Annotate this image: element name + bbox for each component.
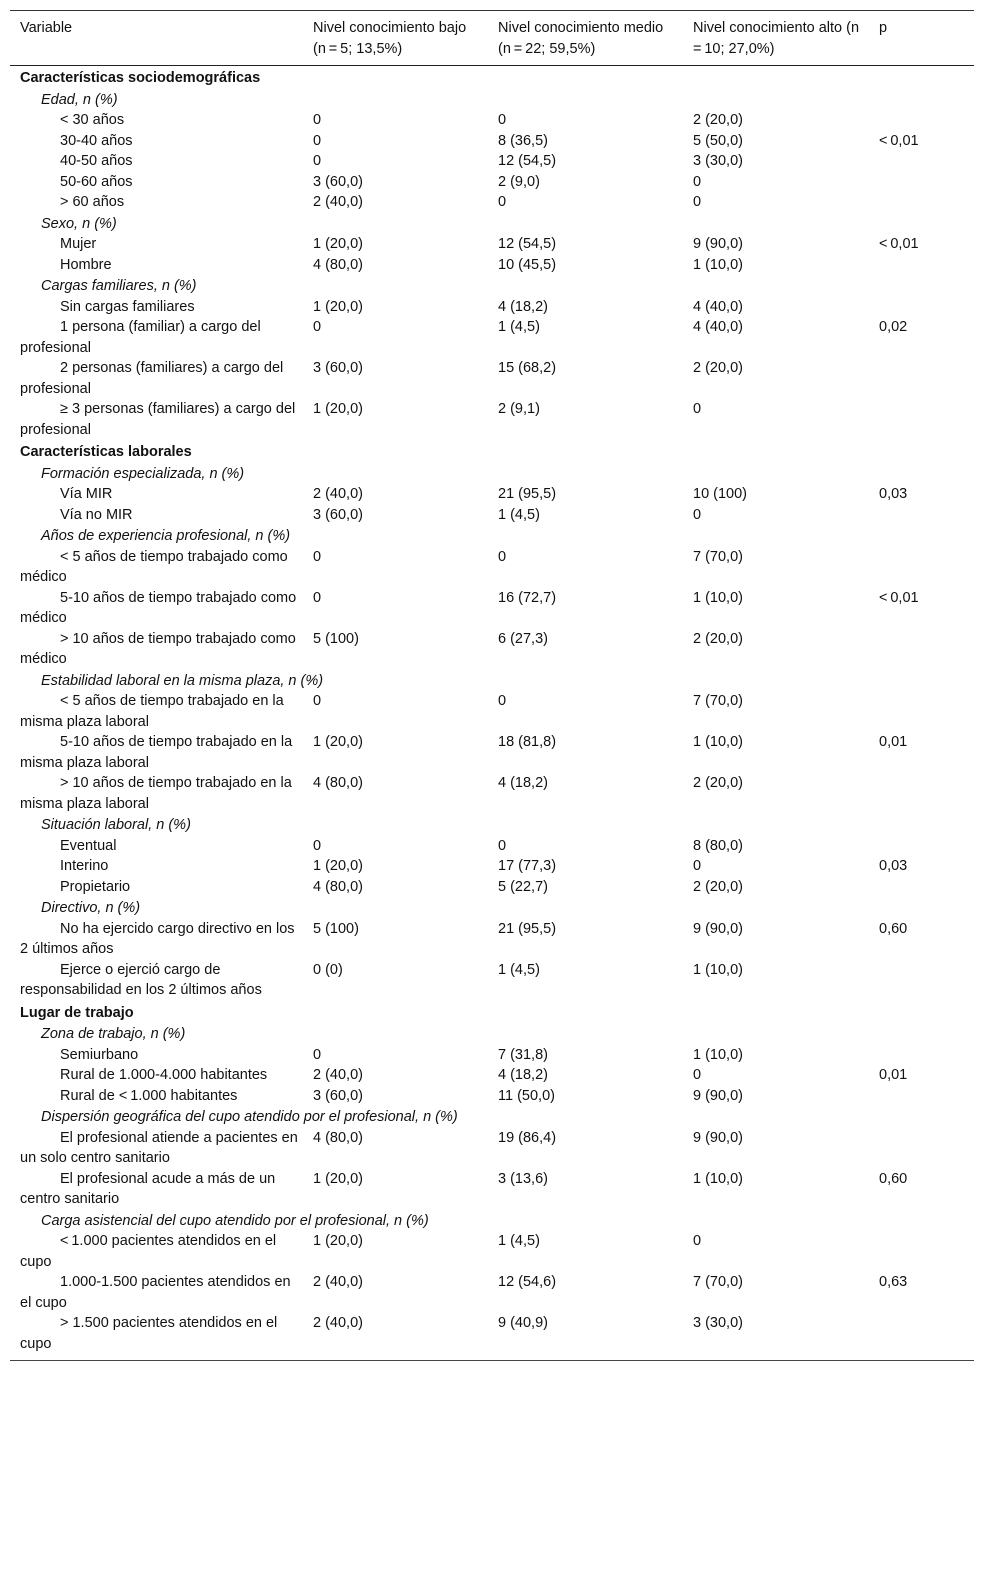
cell-nivel-medio: 16 (72,7) <box>498 589 557 606</box>
table-row <box>10 960 974 1001</box>
row-label: El profesional acude a más de un centro sanitario <box>20 1170 276 1207</box>
table-row <box>10 358 974 399</box>
cell-nivel-alto: 1 (10,0) <box>693 256 743 273</box>
cell-nivel-medio: 0 <box>498 194 507 210</box>
cell-nivel-alto: 7 (70,0) <box>693 1274 743 1290</box>
row-label: Vía no MIR <box>60 506 133 523</box>
table-row <box>10 1045 974 1066</box>
cell-nivel-bajo: 1 (20,0) <box>313 1233 363 1249</box>
cell-p-value <box>879 1231 974 1272</box>
table-row <box>10 1169 974 1210</box>
cell-nivel-alto: 5 (50,0) <box>693 132 743 149</box>
group-heading: Formación especializada, n (%) <box>41 465 245 482</box>
cell-nivel-alto: 0 <box>693 401 702 417</box>
cell-p-value <box>879 110 974 131</box>
group-heading: Cargas familiares, n (%) <box>41 278 197 294</box>
group-heading: Dispersión geográfica del cupo atendido por el profesional, n (%) <box>41 1109 458 1125</box>
cell-p-value <box>879 505 974 526</box>
cell-nivel-bajo: 1 (20,0) <box>313 236 363 252</box>
table-row <box>10 317 974 358</box>
cell-p-value: < 0,01 <box>879 236 919 252</box>
table-row <box>10 297 974 318</box>
cell-nivel-alto: 7 (70,0) <box>693 548 743 565</box>
cell-nivel-bajo: 0 <box>313 153 322 169</box>
section-heading: Características laborales <box>20 444 192 460</box>
group-heading: Carga asistencial del cupo atendido por el profesional, n (%) <box>41 1212 429 1229</box>
cell-nivel-medio: 6 (27,3) <box>498 630 548 647</box>
header-nivel-alto: Nivel conocimiento alto (n = 10; 27,0%) <box>693 20 862 57</box>
cell-p-value <box>879 691 974 732</box>
row-label: Eventual <box>60 837 117 854</box>
header-variable: Variable <box>20 20 73 36</box>
cell-p-value: 0,02 <box>879 319 908 335</box>
table-row <box>10 1313 974 1361</box>
cell-nivel-bajo: 2 (40,0) <box>313 1315 363 1331</box>
cell-p-value <box>879 547 974 588</box>
cell-p-value: 0,63 <box>879 1274 908 1290</box>
group-row <box>10 275 974 297</box>
cell-nivel-bajo: 2 (40,0) <box>313 486 363 502</box>
cell-nivel-bajo: 0 <box>313 1046 322 1063</box>
cell-nivel-bajo: 0 <box>313 319 322 335</box>
cell-nivel-medio: 0 <box>498 693 507 709</box>
cell-nivel-alto: 2 (20,0) <box>693 775 743 791</box>
row-label: Rural de < 1.000 habitantes <box>60 1087 238 1104</box>
cell-nivel-alto: 9 (90,0) <box>693 236 743 252</box>
table-row <box>10 629 974 670</box>
group-heading: Años de experiencia profesional, n (%) <box>41 528 291 544</box>
cell-nivel-medio: 8 (36,5) <box>498 132 548 149</box>
cell-nivel-bajo: 0 <box>313 589 322 606</box>
table-row <box>10 547 974 588</box>
row-label: 40-50 años <box>60 153 133 169</box>
table-row <box>10 484 974 505</box>
cell-nivel-alto: 9 (90,0) <box>693 1129 743 1146</box>
cell-nivel-bajo: 2 (40,0) <box>313 194 363 210</box>
table-row <box>10 234 974 255</box>
row-label: Ejerce o ejerció cargo de responsabilidad en los 2 últimos años <box>20 961 262 998</box>
cell-nivel-alto: 3 (30,0) <box>693 153 743 169</box>
cell-p-value <box>879 172 974 193</box>
cell-nivel-medio: 0 <box>498 837 507 854</box>
cell-nivel-medio: 11 (50,0) <box>498 1087 555 1104</box>
section-row <box>10 440 974 463</box>
cell-nivel-bajo: 2 (40,0) <box>313 1274 363 1290</box>
group-row <box>10 897 974 919</box>
group-row <box>10 89 974 111</box>
group-row <box>10 1106 974 1128</box>
group-heading: Zona de trabajo, n (%) <box>41 1026 186 1042</box>
cell-p-value <box>879 1045 974 1066</box>
cell-nivel-medio: 12 (54,5) <box>498 153 557 169</box>
cell-p-value: 0,03 <box>879 486 908 502</box>
cell-nivel-alto: 4 (40,0) <box>693 319 743 335</box>
cell-nivel-alto: 1 (10,0) <box>693 1046 743 1063</box>
group-row <box>10 1023 974 1045</box>
group-row <box>10 463 974 485</box>
cell-p-value <box>879 877 974 898</box>
cell-nivel-alto: 9 (90,0) <box>693 1087 743 1104</box>
table-row <box>10 1128 974 1169</box>
cell-p-value <box>879 255 974 276</box>
table-row <box>10 877 974 898</box>
group-row <box>10 670 974 692</box>
row-label: No ha ejercido cargo directivo en los 2 últimos años <box>20 920 295 957</box>
cell-p-value: 0,01 <box>879 1067 908 1083</box>
cell-nivel-bajo: 3 (60,0) <box>313 506 363 523</box>
group-heading: Edad, n (%) <box>41 91 118 108</box>
row-label: > 1.500 pacientes atendidos en el cupo <box>20 1315 278 1352</box>
cell-p-value <box>879 358 974 399</box>
cell-p-value: < 0,01 <box>879 589 919 606</box>
cell-nivel-medio: 17 (77,3) <box>498 858 557 874</box>
table-row <box>10 110 974 131</box>
cell-nivel-medio: 12 (54,6) <box>498 1274 557 1290</box>
cell-nivel-alto: 2 (20,0) <box>693 878 743 895</box>
row-label: Mujer <box>60 236 97 252</box>
row-label: Propietario <box>60 878 131 895</box>
group-heading: Directivo, n (%) <box>41 900 141 916</box>
row-label: < 30 años <box>60 112 125 128</box>
group-heading: Sexo, n (%) <box>41 215 117 232</box>
cell-nivel-bajo: 3 (60,0) <box>313 173 363 190</box>
cell-p-value <box>879 1313 974 1361</box>
cell-nivel-medio: 2 (9,1) <box>498 401 540 417</box>
cell-nivel-alto: 0 <box>693 506 702 523</box>
data-table-container <box>10 10 974 1361</box>
cell-nivel-bajo: 0 <box>313 132 322 149</box>
knowledge-level-table <box>10 10 974 1361</box>
table-row <box>10 691 974 732</box>
cell-nivel-medio: 4 (18,2) <box>498 298 548 315</box>
row-label: ≥ 3 personas (familiares) a cargo del profesional <box>20 401 296 438</box>
row-label: El profesional atiende a pacientes en un solo centro sanitario <box>20 1129 298 1166</box>
row-label: Semiurbano <box>60 1046 139 1063</box>
cell-nivel-bajo: 5 (100) <box>313 920 359 937</box>
row-label: < 5 años de tiempo trabajado como médico <box>20 548 288 585</box>
cell-p-value <box>879 151 974 172</box>
cell-p-value <box>879 1128 974 1169</box>
section-heading: Lugar de trabajo <box>20 1004 134 1021</box>
header-p-value: p <box>879 20 888 36</box>
cell-nivel-medio: 0 <box>498 112 507 128</box>
group-row <box>10 525 974 547</box>
group-heading: Situación laboral, n (%) <box>41 817 191 833</box>
cell-nivel-medio: 9 (40,9) <box>498 1315 548 1331</box>
row-label: Sin cargas familiares <box>60 298 195 315</box>
cell-nivel-bajo: 1 (20,0) <box>313 298 363 315</box>
cell-nivel-alto: 7 (70,0) <box>693 693 743 709</box>
cell-nivel-bajo: 2 (40,0) <box>313 1067 363 1083</box>
table-row <box>10 588 974 629</box>
cell-p-value <box>879 836 974 857</box>
cell-nivel-medio: 4 (18,2) <box>498 1067 548 1083</box>
cell-nivel-alto: 0 <box>693 1233 702 1249</box>
cell-nivel-bajo: 3 (60,0) <box>313 360 363 376</box>
cell-nivel-medio: 1 (4,5) <box>498 506 540 523</box>
cell-nivel-medio: 7 (31,8) <box>498 1046 548 1063</box>
cell-nivel-bajo: 0 <box>313 693 322 709</box>
cell-p-value: < 0,01 <box>879 132 919 149</box>
cell-nivel-alto: 2 (20,0) <box>693 112 743 128</box>
group-row <box>10 1210 974 1232</box>
cell-nivel-bajo: 4 (80,0) <box>313 1129 363 1146</box>
cell-nivel-medio: 10 (45,5) <box>498 256 557 273</box>
table-row <box>10 255 974 276</box>
cell-nivel-alto: 8 (80,0) <box>693 837 743 854</box>
row-label: Vía MIR <box>60 486 113 502</box>
cell-p-value: 0,03 <box>879 858 908 874</box>
row-label: > 60 años <box>60 194 125 210</box>
cell-nivel-medio: 19 (86,4) <box>498 1129 557 1146</box>
row-label: < 5 años de tiempo trabajado en la misma plaza laboral <box>20 693 284 730</box>
cell-nivel-medio: 1 (4,5) <box>498 961 540 978</box>
cell-nivel-medio: 15 (68,2) <box>498 360 557 376</box>
cell-nivel-bajo: 3 (60,0) <box>313 1087 363 1104</box>
cell-nivel-medio: 5 (22,7) <box>498 878 548 895</box>
row-label: > 10 años de tiempo trabajado como médico <box>20 630 296 667</box>
row-label: > 10 años de tiempo trabajado en la misma plaza laboral <box>20 775 292 812</box>
cell-nivel-bajo: 0 <box>313 837 322 854</box>
table-body <box>10 66 974 1361</box>
cell-p-value <box>879 399 974 440</box>
cell-p-value <box>879 192 974 213</box>
cell-nivel-alto: 0 <box>693 858 702 874</box>
table-row <box>10 1272 974 1313</box>
cell-nivel-bajo: 0 <box>313 548 322 565</box>
section-heading: Características sociodemográficas <box>20 70 261 86</box>
cell-nivel-bajo: 5 (100) <box>313 630 359 647</box>
table-row <box>10 1065 974 1086</box>
cell-nivel-alto: 4 (40,0) <box>693 298 743 315</box>
table-row <box>10 773 974 814</box>
table-header-row <box>10 11 974 66</box>
cell-nivel-alto: 0 <box>693 1067 702 1083</box>
table-row <box>10 1231 974 1272</box>
table-row <box>10 151 974 172</box>
row-label: 1.000-1.500 pacientes atendidos en el cupo <box>20 1274 291 1311</box>
row-label: Rural de 1.000-4.000 habitantes <box>60 1067 268 1083</box>
cell-p-value <box>879 773 974 814</box>
cell-nivel-alto: 1 (10,0) <box>693 1170 743 1187</box>
cell-nivel-medio: 1 (4,5) <box>498 1233 540 1249</box>
cell-nivel-alto: 1 (10,0) <box>693 589 743 606</box>
cell-nivel-bajo: 0 (0) <box>313 961 343 978</box>
row-label: 2 personas (familiares) a cargo del profesional <box>20 360 284 397</box>
table-row <box>10 131 974 152</box>
cell-nivel-medio: 0 <box>498 548 507 565</box>
group-heading: Estabilidad laboral en la misma plaza, n (%) <box>41 672 324 689</box>
header-nivel-bajo: Nivel conocimiento bajo (n = 5; 13,5%) <box>313 20 467 57</box>
cell-nivel-alto: 1 (10,0) <box>693 734 743 750</box>
row-label: < 1.000 pacientes atendidos en el cupo <box>20 1233 277 1270</box>
group-row <box>10 213 974 235</box>
cell-nivel-bajo: 1 (20,0) <box>313 734 363 750</box>
cell-nivel-bajo: 0 <box>313 112 322 128</box>
row-label: Interino <box>60 858 109 874</box>
table-row <box>10 505 974 526</box>
row-label: 50-60 años <box>60 173 133 190</box>
cell-nivel-alto: 0 <box>693 194 702 210</box>
cell-nivel-medio: 3 (13,6) <box>498 1170 548 1187</box>
header-nivel-medio: Nivel conocimiento medio (n = 22; 59,5%) <box>498 20 664 57</box>
cell-p-value <box>879 960 974 1001</box>
cell-nivel-medio: 21 (95,5) <box>498 920 557 937</box>
cell-nivel-alto: 2 (20,0) <box>693 360 743 376</box>
cell-nivel-alto: 3 (30,0) <box>693 1315 743 1331</box>
section-row <box>10 66 974 89</box>
cell-p-value: 0,60 <box>879 920 908 937</box>
cell-nivel-bajo: 1 (20,0) <box>313 401 363 417</box>
cell-nivel-bajo: 4 (80,0) <box>313 256 363 273</box>
group-row <box>10 814 974 836</box>
cell-nivel-bajo: 1 (20,0) <box>313 858 363 874</box>
cell-nivel-alto: 9 (90,0) <box>693 920 743 937</box>
cell-nivel-bajo: 4 (80,0) <box>313 878 363 895</box>
cell-p-value: 0,60 <box>879 1170 908 1187</box>
cell-nivel-alto: 1 (10,0) <box>693 961 743 978</box>
table-row <box>10 919 974 960</box>
cell-nivel-medio: 18 (81,8) <box>498 734 557 750</box>
table-row <box>10 399 974 440</box>
table-row <box>10 1086 974 1107</box>
row-label: 1 persona (familiar) a cargo del profesional <box>20 319 261 356</box>
cell-nivel-alto: 2 (20,0) <box>693 630 743 647</box>
cell-nivel-medio: 21 (95,5) <box>498 486 557 502</box>
table-row <box>10 836 974 857</box>
row-label: 5-10 años de tiempo trabajado como médico <box>20 589 297 626</box>
cell-nivel-medio: 2 (9,0) <box>498 173 540 190</box>
table-row <box>10 732 974 773</box>
cell-p-value <box>879 629 974 670</box>
table-row <box>10 172 974 193</box>
row-label: 30-40 años <box>60 132 133 149</box>
cell-nivel-bajo: 4 (80,0) <box>313 775 363 791</box>
cell-nivel-alto: 0 <box>693 173 702 190</box>
cell-nivel-medio: 4 (18,2) <box>498 775 548 791</box>
row-label: Hombre <box>60 256 112 273</box>
cell-p-value: 0,01 <box>879 734 908 750</box>
cell-nivel-medio: 1 (4,5) <box>498 319 540 335</box>
cell-p-value <box>879 297 974 318</box>
table-row <box>10 192 974 213</box>
section-row <box>10 1001 974 1024</box>
cell-p-value <box>879 1086 974 1107</box>
cell-nivel-medio: 12 (54,5) <box>498 236 557 252</box>
cell-nivel-alto: 10 (100) <box>693 486 748 502</box>
cell-nivel-bajo: 1 (20,0) <box>313 1170 363 1187</box>
row-label: 5-10 años de tiempo trabajado en la misma plaza laboral <box>20 734 293 771</box>
table-row <box>10 856 974 877</box>
